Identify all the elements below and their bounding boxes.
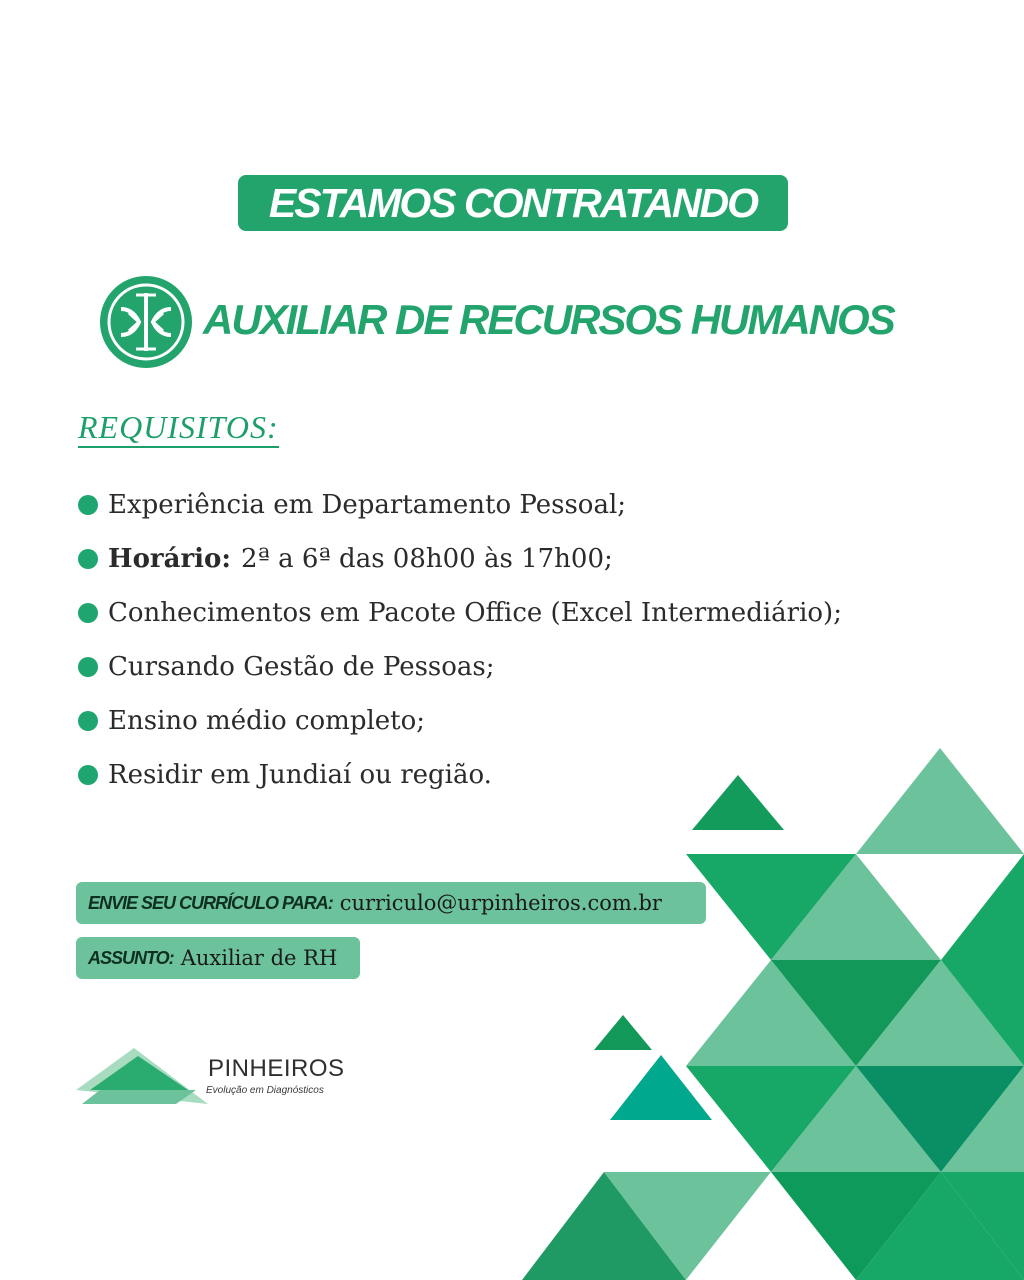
requirement-item xyxy=(78,586,842,640)
job-title: AUXILIAR DE RECURSOS HUMANOS xyxy=(203,296,894,343)
email-address[interactable]: curriculo@urpinheiros.com.br xyxy=(339,891,662,915)
circle-bullet-icon xyxy=(78,495,98,515)
send-cv-label: ENVIE SEU CURRÍCULO PARA: xyxy=(88,892,333,913)
circle-bullet-icon xyxy=(78,765,98,785)
brand-name: PINHEIROS xyxy=(208,1055,345,1082)
requirement-text: Residir em Jundiaí ou região. xyxy=(108,760,492,790)
brand-tagline: Evolução em Diagnósticos xyxy=(206,1085,324,1096)
circle-bullet-icon xyxy=(78,549,98,569)
circle-bullet-icon xyxy=(78,603,98,623)
requirement-text: Experiência em Departamento Pessoal; xyxy=(108,490,627,520)
email-contact xyxy=(76,882,706,924)
caduceus-seal-icon xyxy=(99,275,193,369)
circle-bullet-icon xyxy=(78,657,98,677)
requirement-item xyxy=(78,694,842,748)
requirement-item xyxy=(78,478,842,532)
subject-label: ASSUNTO: xyxy=(88,947,174,968)
requirement-label: Horário: xyxy=(108,544,231,574)
requirements-heading: REQUISITOS: xyxy=(78,408,279,448)
requirement-text: 2ª a 6ª das 08h00 às 17h00; xyxy=(240,544,613,574)
requirement-text: Ensino médio completo; xyxy=(108,706,426,736)
requirement-text: Conhecimentos em Pacote Office (Excel Intermediário); xyxy=(108,598,842,628)
requirement-item xyxy=(78,532,842,586)
hiring-label: ESTAMOS CONTRATANDO xyxy=(268,179,758,226)
requirements-list xyxy=(78,478,842,802)
requirement-text: Cursando Gestão de Pessoas; xyxy=(108,652,495,682)
subject-contact xyxy=(76,937,360,979)
hiring-badge xyxy=(238,175,788,231)
subject-value: Auxiliar de RH xyxy=(180,946,338,970)
requirement-item xyxy=(78,748,842,802)
requirement-item xyxy=(78,640,842,694)
triangle-logo-icon xyxy=(76,1046,212,1106)
circle-bullet-icon xyxy=(78,711,98,731)
